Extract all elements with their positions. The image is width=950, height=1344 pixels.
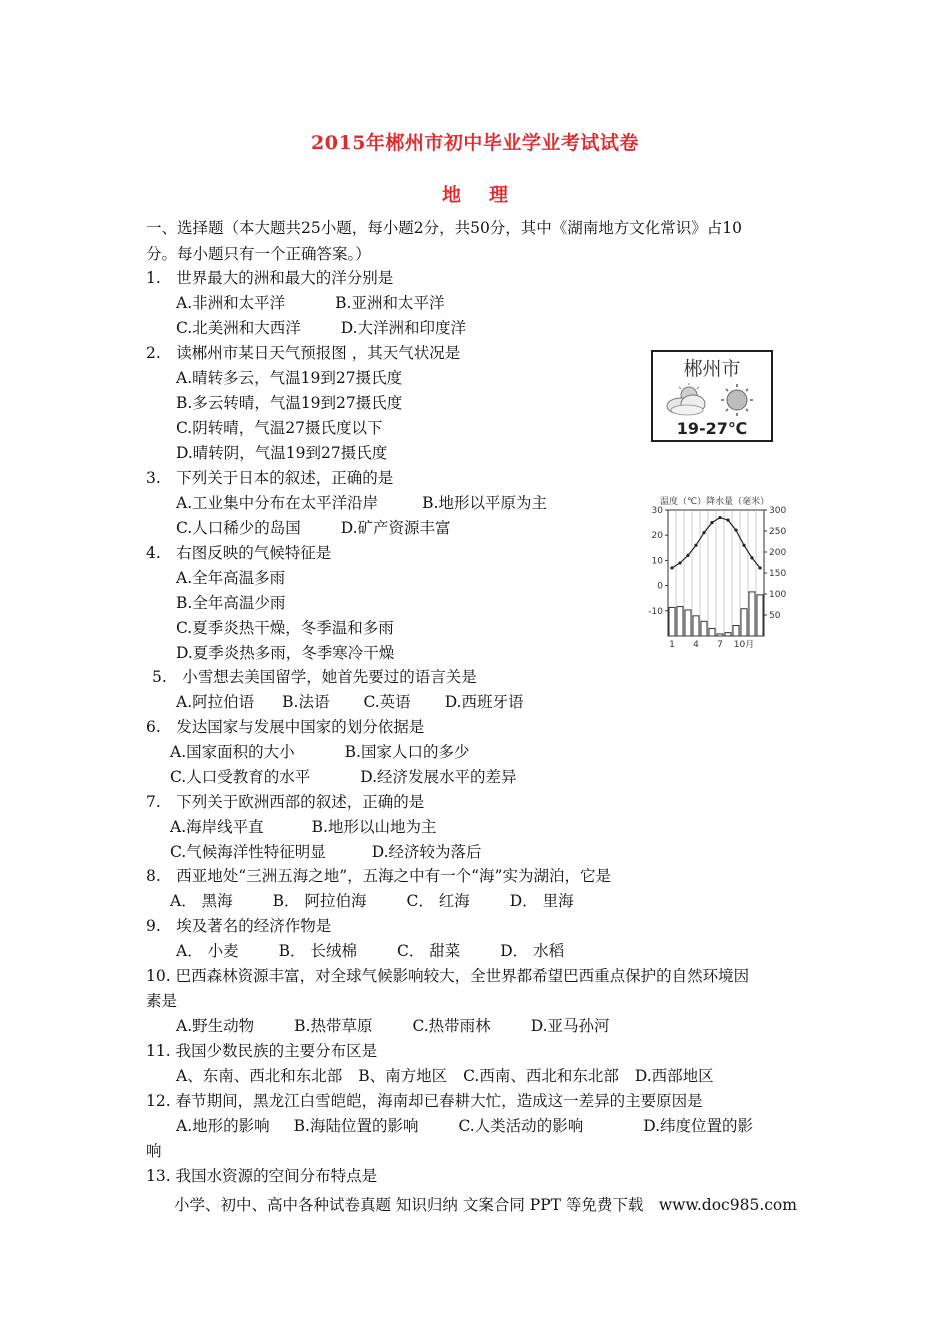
question-6-stem: 6. 发达国家与发展中国家的划分依据是 <box>146 718 425 736</box>
question-5-stem: 5. 小雪想去美国留学，她首先要过的语言关是 <box>152 668 477 686</box>
question-10-options <box>176 1016 610 1036</box>
option: A.野生动物 <box>176 1017 255 1035</box>
precip-bar <box>749 592 755 636</box>
temperature-point <box>702 531 705 534</box>
temperature-point <box>734 529 737 532</box>
footer-text: 小学、初中、高中各种试卷真题 知识归纳 文案合同 PPT 等免费下载 www.doc985.com <box>174 1196 797 1214</box>
option: C.夏季炎热干燥，冬季温和多雨 <box>176 619 394 637</box>
x-tick-label: 7 <box>717 640 723 650</box>
question-7-options-row2 <box>170 842 482 862</box>
question-8-stem: 8. 西亚地处“三洲五海之地”，五海之中有一个“海”实为湖泊，它是 <box>146 867 611 885</box>
option: A.非洲和太平洋 <box>176 294 286 312</box>
option: A.地形的影响 <box>176 1117 270 1135</box>
precip-bar <box>669 607 675 636</box>
precip-bar <box>701 621 707 636</box>
option: A.晴转多云，气温19到27摄氏度 <box>176 369 403 387</box>
precip-bar <box>693 616 699 636</box>
sun-icon <box>721 384 753 416</box>
precip-tick-label: 150 <box>769 569 787 579</box>
question-5-options <box>176 692 524 712</box>
option: A． 黑海 <box>170 892 233 910</box>
option: A、东南、西北和东北部 <box>176 1067 343 1085</box>
option: C.人口受教育的水平 <box>170 768 311 786</box>
question-1-options-row2 <box>176 318 466 338</box>
option: B.热带草原 <box>294 1017 373 1035</box>
option: A． 小麦 <box>176 942 239 960</box>
option: D.西班牙语 <box>444 693 524 711</box>
section-instructions-line2: 分。每小题只有一个正确答案。） <box>146 245 371 263</box>
option: B、南方地区 <box>358 1067 448 1085</box>
question-3-stem: 3. 下列关于日本的叙述，正确的是 <box>146 469 394 487</box>
question-10-stem: 10. 巴西森林资源丰富，对全球气候影响较大，全世界都希望巴西重点保护的自然环境因 <box>146 967 750 985</box>
section-instructions-line1: 一、选择题（本大题共25小题，每小题2分，共50分，其中《湖南地方文化常识》占10 <box>146 219 743 237</box>
precip-tick-label: 100 <box>769 590 787 600</box>
weather-forecast-card <box>651 350 773 442</box>
temperature-point <box>686 554 689 557</box>
temperature-point <box>750 556 753 559</box>
subject-title <box>0 180 950 207</box>
option: A.工业集中分布在太平洋沿岸 <box>176 494 379 512</box>
option: B.多云转晴，气温19到27摄氏度 <box>176 394 403 412</box>
option: C.阴转晴，气温27摄氏度以下 <box>176 419 383 437</box>
x-tick-label: 1 <box>669 640 675 650</box>
temperature-point <box>726 518 729 521</box>
question-2-stem: 2. 读郴州市某日天气预报图 ，其天气状况是 <box>146 344 461 362</box>
option: A.海岸线平直 <box>170 818 264 836</box>
temp-tick-label: -10 <box>648 606 663 617</box>
climate-chart-svg <box>640 490 800 650</box>
option: A.全年高温多雨 <box>176 569 286 587</box>
subject-char-1: 地 <box>441 184 461 206</box>
option: B.国家人口的多少 <box>344 743 470 761</box>
precip-tick-label: 250 <box>769 527 787 537</box>
question-8-options <box>170 891 574 911</box>
weather-city: 郴州市 <box>683 358 741 380</box>
question-6-options-row1 <box>170 742 469 762</box>
precip-bar <box>677 607 683 636</box>
option: D.西部地区 <box>634 1067 714 1085</box>
option: A.阿拉伯语 <box>176 693 255 711</box>
option: D.亚马孙河 <box>530 1017 610 1035</box>
precip-bar <box>685 610 691 636</box>
option: D.晴转阴，气温19到27摄氏度 <box>176 444 388 462</box>
option: D.纬度位置的影 <box>643 1117 754 1135</box>
option: C.热带雨林 <box>412 1017 491 1035</box>
option: C.人口稀少的岛国 <box>176 519 301 537</box>
option: B． 阿拉伯海 <box>272 892 367 910</box>
question-12-options-cont: 响 <box>146 1142 162 1160</box>
temperature-point <box>678 561 681 564</box>
option: B.地形以平原为主 <box>422 494 547 512</box>
temperature-point <box>710 521 713 524</box>
question-11-stem: 11. 我国少数民族的主要分布区是 <box>146 1042 378 1060</box>
precip-bar <box>741 609 747 636</box>
x-tick-label: 10月 <box>733 640 755 650</box>
option: C.人类活动的影响 <box>458 1117 584 1135</box>
temperature-point <box>758 566 761 569</box>
weather-icons <box>663 382 763 418</box>
precip-bar <box>717 634 723 636</box>
chart-caption: 温度（℃）降水量（毫米） <box>660 497 770 507</box>
option: D.经济较为落后 <box>371 843 482 861</box>
option: C.气候海洋性特征明显 <box>170 843 326 861</box>
question-6-options-row2 <box>170 767 517 787</box>
question-3-options-row2 <box>176 518 451 538</box>
temperature-point <box>742 544 745 547</box>
question-7-options-row1 <box>170 817 436 837</box>
question-1-options-row1 <box>176 293 444 313</box>
question-12-stem: 12. 春节期间，黑龙江白雪皑皑，海南却已春耕大忙，造成这一差异的主要原因是 <box>146 1092 703 1110</box>
temperature-point <box>670 566 673 569</box>
option: B.地形以山地为主 <box>311 818 437 836</box>
question-1-stem: 1. 世界最大的洲和最大的洋分别是 <box>146 269 394 287</box>
temp-tick-label: 0 <box>657 581 663 592</box>
option: C.英语 <box>363 693 411 711</box>
climate-chart <box>640 490 800 650</box>
temperature-point <box>718 516 721 519</box>
temp-tick-label: 20 <box>651 531 663 542</box>
option: D． 水稻 <box>500 942 565 960</box>
option: D.经济发展水平的差异 <box>360 768 517 786</box>
precip-bar <box>757 595 763 636</box>
option: B.全年高温少雨 <box>176 594 286 612</box>
precip-tick-label: 50 <box>769 611 781 621</box>
question-11-options <box>176 1066 714 1086</box>
option: D． 里海 <box>509 892 574 910</box>
option: C.北美洲和大西洋 <box>176 319 301 337</box>
question-10-stem-cont: 素是 <box>146 992 178 1010</box>
option: C． 红海 <box>406 892 470 910</box>
precip-bar <box>725 633 731 636</box>
question-7-stem: 7. 下列关于欧洲西部的叙述，正确的是 <box>146 793 425 811</box>
temp-tick-label: 10 <box>651 556 663 567</box>
option: D.夏季炎热多雨，冬季寒冷干燥 <box>176 644 395 662</box>
option: B.亚洲和太平洋 <box>335 294 445 312</box>
option: B.法语 <box>282 693 330 711</box>
question-13-stem: 13. 我国水资源的空间分布特点是 <box>146 1167 378 1185</box>
question-9-stem: 9. 埃及著名的经济作物是 <box>146 917 332 935</box>
question-3-options-row1 <box>176 493 547 513</box>
precip-tick-label: 200 <box>769 548 787 558</box>
option: D.矿产资源丰富 <box>340 519 451 537</box>
exam-title: 2015年郴州市初中毕业学业考试试卷 <box>311 132 639 154</box>
option: A.国家面积的大小 <box>170 743 295 761</box>
question-9-options <box>176 941 564 961</box>
option: C． 甜菜 <box>396 942 461 960</box>
temp-tick-label: 30 <box>651 506 663 516</box>
question-12-options <box>176 1116 753 1136</box>
x-tick-label: 4 <box>693 640 699 650</box>
option: C.西南、西北和东北部 <box>463 1067 619 1085</box>
weather-temperature: 19-27℃ <box>676 419 748 438</box>
option: B.海陆位置的影响 <box>293 1117 419 1135</box>
cloud-sun-icon <box>667 383 705 415</box>
precip-bar <box>733 626 739 637</box>
option: D.大洋洲和印度洋 <box>340 319 467 337</box>
subject-char-2: 理 <box>489 184 509 206</box>
temperature-point <box>694 544 697 547</box>
option: B． 长绒棉 <box>278 942 357 960</box>
precip-bar <box>709 628 715 636</box>
precip-tick-label: 300 <box>769 506 787 516</box>
question-4-stem: 4. 右图反映的气候特征是 <box>146 544 332 562</box>
